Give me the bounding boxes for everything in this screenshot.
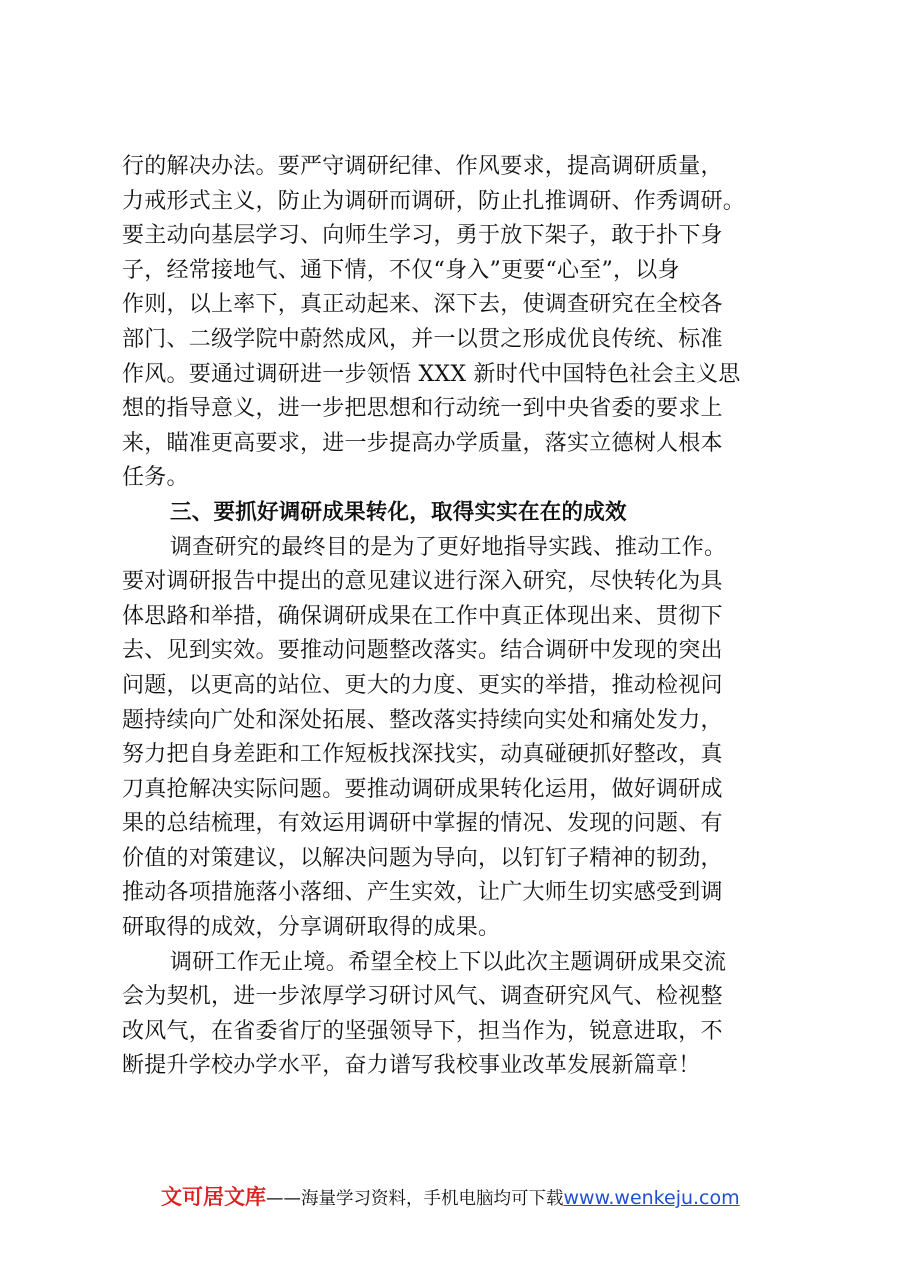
paragraph-line: 部门、二级学院中蔚然成风，并一以贯之形成优良传统、标准	[122, 326, 723, 352]
paragraph-line: 要对调研报告中提出的意见建议进行深入研究，尽快转化为具	[122, 569, 723, 595]
paragraph-line: 作风。要通过调研进一步领悟 XXX 新时代中国特色社会主义思	[122, 361, 741, 387]
paragraph-line: 研取得的成效，分享调研取得的成果。	[122, 915, 501, 941]
paragraph-line: 行的解决办法。要严守调研纪律、作风要求，提高调研质量，	[122, 154, 723, 179]
footer-brand: 文可居文库	[161, 1185, 266, 1209]
footer-watermark	[161, 1182, 740, 1212]
paragraph-line: 力戒形式主义，防止为调研而调研，防止扎推调研、作秀调研。	[122, 188, 746, 214]
paragraph-line: 体思路和举措，确保调研成果在工作中真正体现出来、贯彻下	[122, 603, 723, 629]
paragraph-line: 果的总结梳理，有效运用调研中掌握的情况、发现的问题、有	[122, 811, 723, 837]
paragraph-line: 断提升学校办学水平，奋力谱写我校事业改革发展新篇章！	[122, 1053, 701, 1079]
paragraph-line: 去、见到实效。要推动问题整改落实。结合调研中发现的突出	[122, 638, 723, 664]
paragraph-line: 想的指导意义，进一步把思想和行动统一到中央省委的要求上	[122, 396, 723, 422]
paragraph-line: 问题，以更高的站位、更大的力度、更实的举措，推动检视问	[122, 672, 723, 698]
section-heading: 三、要抓好调研成果转化，取得实实在在的成效	[170, 499, 627, 525]
paragraph-line: 改风气，在省委省厅的坚强领导下，担当作为，锐意进取，不	[122, 1018, 723, 1044]
document-body	[122, 150, 812, 1084]
paragraph-line: 会为契机，进一步浓厚学习研讨风气、调查研究风气、检视整	[122, 984, 723, 1010]
paragraph-line: 推动各项措施落小落细、产生实效，让广大师生切实感受到调	[122, 880, 723, 906]
paragraph-line: 题持续向广处和深处拓展、整改落实持续向实处和痛处发力，	[122, 707, 723, 733]
paragraph-line: 要主动向基层学习、向师生学习，勇于放下架子，敢于扑下身	[122, 223, 723, 249]
paragraph-line: 子，经常接地气、通下情，不仅“身入”更要“心至”，以身	[122, 257, 680, 283]
footer-url-link[interactable]: www.wenkeju.com	[563, 1187, 740, 1209]
paragraph-line: 来，瞄准更高要求，进一步提高办学质量，落实立德树人根本	[122, 430, 723, 456]
paragraph-line: 调查研究的最终目的是为了更好地指导实践、推动工作。	[170, 534, 727, 560]
paragraph-line: 刀真抢解决实际问题。要推动调研成果转化运用，做好调研成	[122, 776, 723, 802]
footer-tagline: ——海量学习资料，手机电脑均可下载	[266, 1189, 564, 1209]
paragraph-line: 作则，以上率下，真正动起来、深下去，使调查研究在全校各	[122, 292, 723, 318]
paragraph-line: 任务。	[122, 465, 189, 491]
paragraph-line: 价值的对策建议，以解决问题为导向，以钉钉子精神的韧劲，	[122, 845, 723, 871]
paragraph-line: 调研工作无止境。希望全校上下以此次主题调研成果交流	[170, 949, 727, 975]
paragraph-line: 努力把自身差距和工作短板找深找实，动真碰硬抓好整改，真	[122, 742, 723, 768]
